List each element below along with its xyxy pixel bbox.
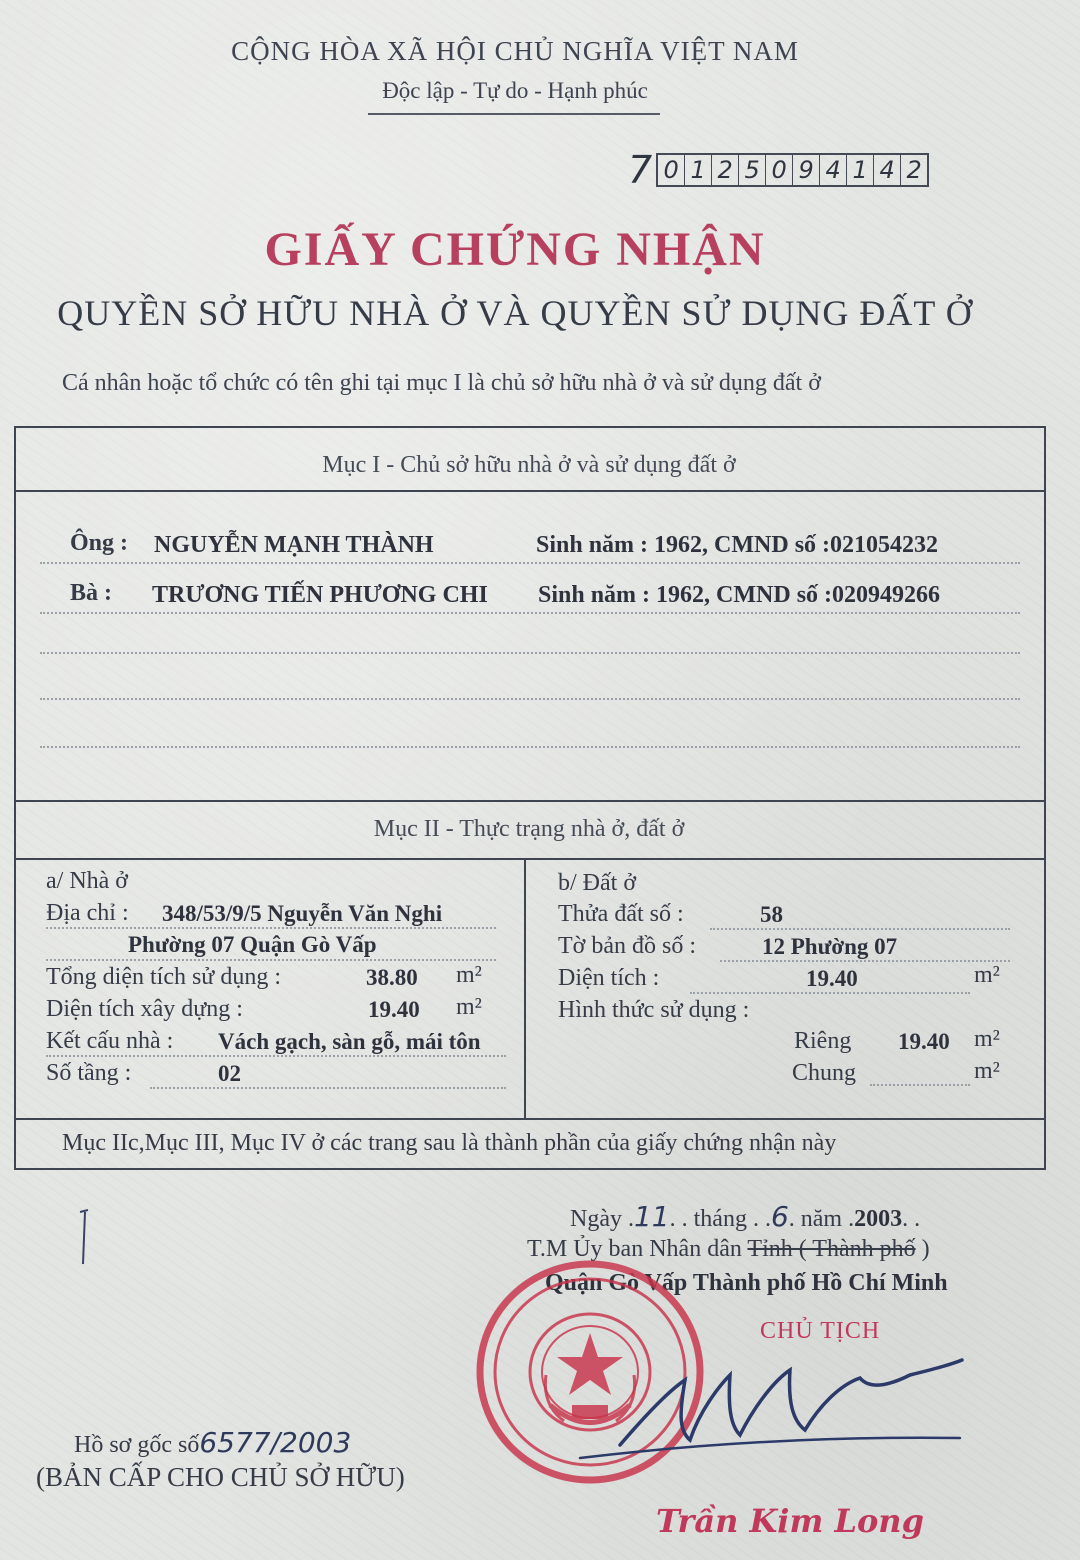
dotted-line bbox=[46, 959, 496, 961]
serial-cells bbox=[656, 153, 929, 187]
shared-unit: m² bbox=[974, 1058, 1000, 1084]
divider-2 bbox=[14, 800, 1044, 802]
serial-digit: 1 bbox=[847, 155, 874, 185]
section1-title: Mục I - Chủ sở hữu nhà ở và sử dụng đất ở bbox=[322, 452, 736, 478]
footer-note: Mục IIc,Mục III, Mục IV ở các trang sau là thành phần của giấy chứng nhận này bbox=[62, 1130, 837, 1156]
owner1-prefix: Ông : bbox=[70, 530, 129, 556]
serial-digit: 4 bbox=[874, 155, 901, 185]
house-heading: a/ Nhà ở bbox=[46, 868, 128, 894]
intro-text: Cá nhân hoặc tổ chức có tên ghi tại mục I là chủ sở hữu nhà ở và sử dụng đất ở bbox=[62, 370, 821, 396]
column-divider bbox=[524, 858, 526, 1118]
private-unit: m² bbox=[974, 1026, 1000, 1052]
serial-digit: 0 bbox=[766, 155, 793, 185]
usage-label: Hình thức sử dụng : bbox=[558, 997, 750, 1023]
motto: Độc lập - Tự do - Hạnh phúc bbox=[382, 78, 648, 103]
address-line1: 348/53/9/5 Nguyễn Văn Nghi bbox=[162, 901, 443, 926]
address-label: Địa chỉ : bbox=[46, 900, 129, 926]
map-value: 12 Phường 07 bbox=[762, 934, 898, 959]
dotted-line bbox=[720, 960, 1010, 962]
shared-label: Chung bbox=[792, 1060, 857, 1086]
section2-title: Mục II - Thực trạng nhà ở, đất ở bbox=[373, 816, 685, 842]
owner2-name: TRƯƠNG TIẾN PHƯƠNG CHI bbox=[152, 582, 488, 608]
dotted-line bbox=[40, 612, 1020, 614]
dotted-line bbox=[46, 927, 496, 929]
owner1-info: Sinh năm : 1962, CMND số :021054232 bbox=[536, 532, 939, 558]
dotted-line bbox=[710, 928, 1010, 930]
owner2-prefix: Bà : bbox=[70, 580, 112, 606]
certificate-subtitle: QUYỀN SỞ HỮU NHÀ Ở VÀ QUYỀN SỬ DỤNG ĐẤT Ở bbox=[57, 293, 973, 333]
authority-prefix: T.M Ủy ban Nhân dân bbox=[527, 1236, 748, 1262]
built-area-value: 19.40 bbox=[368, 997, 420, 1022]
divider-1 bbox=[14, 490, 1044, 492]
authority-suffix: ) bbox=[915, 1236, 930, 1262]
record-label: Hồ sơ gốc số bbox=[74, 1432, 200, 1458]
address-line2: Phường 07 Quận Gò Vấp bbox=[128, 932, 377, 957]
record-value: 6577/2003 bbox=[199, 1426, 352, 1459]
day-label: Ngày bbox=[570, 1206, 622, 1232]
pen-mark-icon bbox=[76, 1208, 96, 1268]
signer-name: Trần Kim Long bbox=[656, 1502, 924, 1540]
land-heading: b/ Đất ở bbox=[558, 870, 637, 896]
structure-label: Kết cấu nhà : bbox=[46, 1028, 174, 1054]
authority-line2: Quận Gò Vấp Thành phố Hồ Chí Minh bbox=[545, 1270, 948, 1296]
dotted-line bbox=[46, 1055, 506, 1057]
dotted-line bbox=[40, 746, 1020, 748]
dotted-line bbox=[40, 652, 1020, 654]
dotted-line bbox=[150, 1087, 506, 1089]
year-value: 2003 bbox=[854, 1206, 903, 1232]
dotted-line bbox=[870, 1084, 970, 1086]
day-value: 11 bbox=[633, 1200, 670, 1233]
chairman-title: CHỦ TỊCH bbox=[760, 1318, 881, 1344]
serial-digit: 9 bbox=[793, 155, 820, 185]
dotted-line bbox=[40, 698, 1020, 700]
year-label: năm bbox=[800, 1206, 843, 1232]
certificate-title: GIẤY CHỨNG NHẬN bbox=[264, 223, 766, 276]
land-area-unit: m² bbox=[974, 962, 1000, 988]
land-area-value: 19.40 bbox=[806, 966, 858, 991]
country-heading: CỘNG HÒA XÃ HỘI CHỦ NGHĨA VIỆT NAM bbox=[231, 36, 799, 66]
floors-label: Số tầng : bbox=[46, 1060, 132, 1086]
serial-digit: 5 bbox=[739, 155, 766, 185]
plot-value: 58 bbox=[760, 902, 783, 927]
motto-underline bbox=[368, 113, 660, 115]
serial-prefix: 7 bbox=[628, 148, 653, 192]
total-area-unit: m² bbox=[456, 962, 482, 988]
total-area-label: Tổng diện tích sử dụng : bbox=[46, 964, 281, 990]
floors-value: 02 bbox=[218, 1061, 241, 1086]
private-label: Riêng bbox=[794, 1028, 852, 1054]
serial-digit: 1 bbox=[685, 155, 712, 185]
plot-label: Thửa đất số : bbox=[558, 901, 684, 927]
serial-number bbox=[628, 150, 929, 190]
total-area-value: 38.80 bbox=[366, 965, 418, 990]
dotted-line bbox=[690, 992, 970, 994]
serial-digit: 2 bbox=[906, 156, 922, 184]
structure-value: Vách gạch, sàn gỗ, mái tôn bbox=[218, 1029, 481, 1054]
built-area-label: Diện tích xây dựng : bbox=[46, 996, 243, 1022]
built-area-unit: m² bbox=[456, 994, 482, 1020]
owner1-name: NGUYỄN MẠNH THÀNH bbox=[154, 532, 434, 558]
month-value: 6 bbox=[770, 1200, 789, 1233]
signature-icon bbox=[560, 1350, 980, 1470]
authority-struck: Tỉnh ( Thành phố bbox=[747, 1236, 916, 1262]
divider-3 bbox=[14, 858, 1044, 860]
owner2-info: Sinh năm : 1962, CMND số :020949266 bbox=[538, 582, 941, 608]
copy-for-owner: (BẢN CẤP CHO CHỦ SỞ HỮU) bbox=[36, 1462, 405, 1492]
serial-digit: 4 bbox=[820, 155, 847, 185]
private-value: 19.40 bbox=[898, 1029, 950, 1054]
record-number bbox=[74, 1426, 351, 1459]
issue-date: Ngày .11. . tháng . .6. năm .2003. . bbox=[570, 1200, 921, 1233]
month-label: tháng bbox=[693, 1206, 747, 1232]
divider-4 bbox=[14, 1118, 1044, 1120]
land-area-label: Diện tích : bbox=[558, 965, 660, 991]
dotted-line bbox=[40, 562, 1020, 564]
serial-digit: 2 bbox=[712, 155, 739, 185]
serial-digit: 0 bbox=[658, 155, 685, 185]
map-label: Tờ bản đồ số : bbox=[558, 933, 697, 959]
